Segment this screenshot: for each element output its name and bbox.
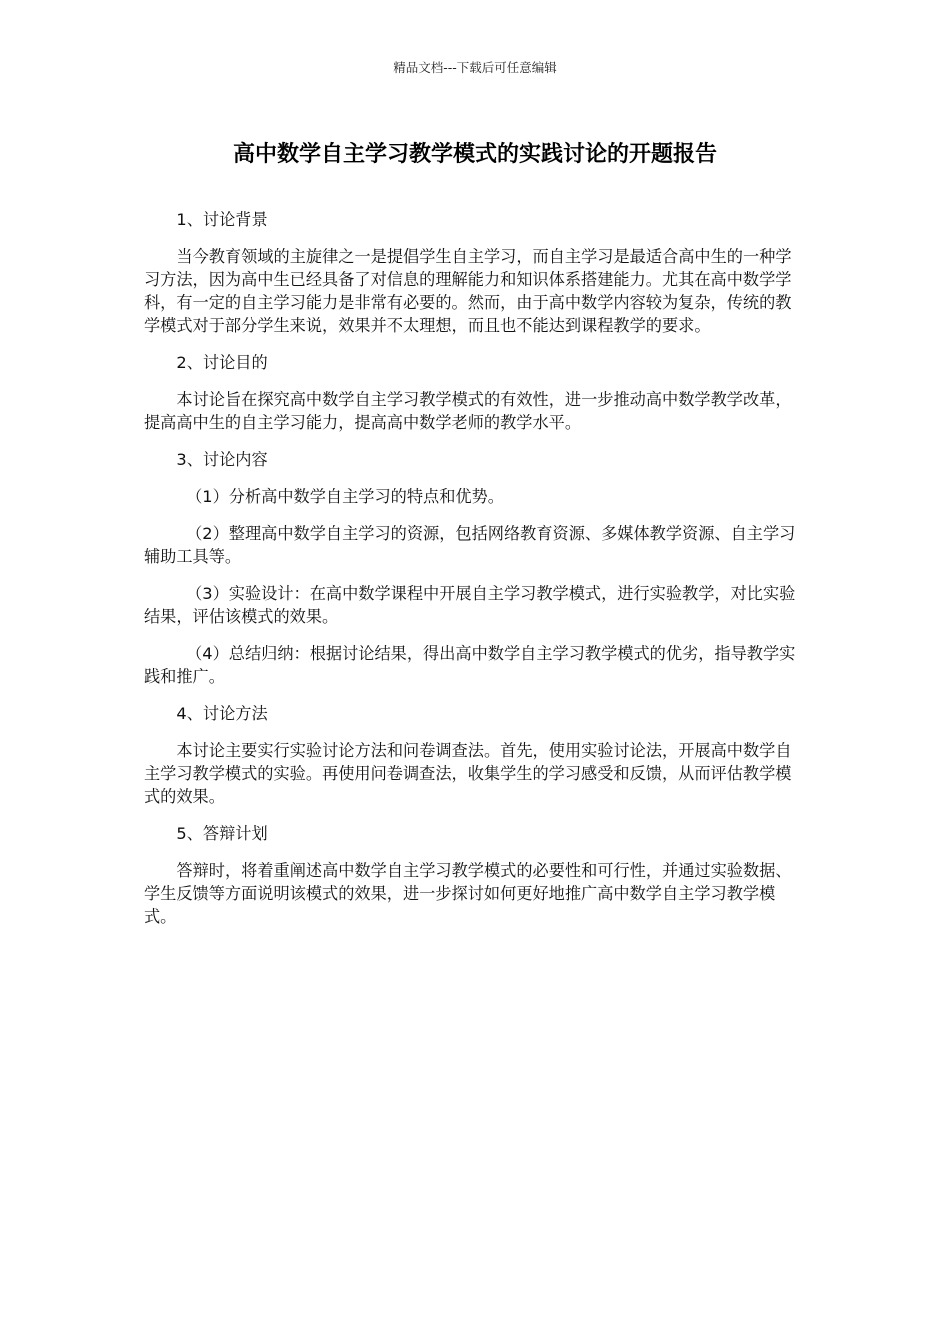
document-title: 高中数学自主学习教学模式的实践讨论的开题报告 xyxy=(232,142,717,167)
section-heading-method: 4、讨论方法 xyxy=(176,704,268,723)
section-body-purpose: 本讨论旨在探究高中数学自主学习教学模式的有效性，进一步推动高中数学教学改革，提高高中生的自主学习能力，提高高中数学老师的教学水平。 xyxy=(144,390,792,432)
section-body-background: 当今教育领域的主旋律之一是提倡学生自主学习，而自主学习是最适合高中生的一种学习方法，因为高中生已经具备了对信息的理解能力和知识体系搭建能力。尤其在高中数学学科，有一定的自主学习能力是非常有必要的。然而，由于高中数学内容较为复杂，传统的教学模式对于部分学生来说，效果并不太理想，而且也不能达到课程教学的要求。 xyxy=(144,247,792,335)
section-body-defense: 答辩时，将着重阐述高中数学自主学习教学模式的必要性和可行性，并通过实验数据、学生反馈等方面说明该模式的效果，进一步探讨如何更好地推广高中数学自主学习教学模式。 xyxy=(144,861,792,926)
content-item-1: （1）分析高中数学自主学习的特点和优势。 xyxy=(186,487,504,506)
header-note: 精品文档---下载后可任意编辑 xyxy=(393,60,557,75)
section-heading-background: 1、讨论背景 xyxy=(176,210,268,229)
content-item-3: （3）实验设计：在高中数学课程中开展自主学习教学模式，进行实验教学，对比实验结果，评估该模式的效果。 xyxy=(144,584,796,626)
content-item-4: （4）总结归纳：根据讨论结果，得出高中数学自主学习教学模式的优劣，指导教学实践和推广。 xyxy=(144,644,796,686)
section-heading-content: 3、讨论内容 xyxy=(176,450,268,469)
document-body xyxy=(144,208,806,942)
content-item-2: （2）整理高中数学自主学习的资源，包括网络教育资源、多媒体教学资源、自主学习辅助工具等。 xyxy=(144,524,796,566)
section-heading-purpose: 2、讨论目的 xyxy=(176,353,268,372)
section-body-method: 本讨论主要实行实验讨论方法和问卷调查法。首先，使用实验讨论法，开展高中数学自主学习教学模式的实验。再使用问卷调查法，收集学生的学习感受和反馈，从而评估教学模式的效果。 xyxy=(144,741,792,806)
section-heading-defense: 5、答辩计划 xyxy=(176,824,268,843)
